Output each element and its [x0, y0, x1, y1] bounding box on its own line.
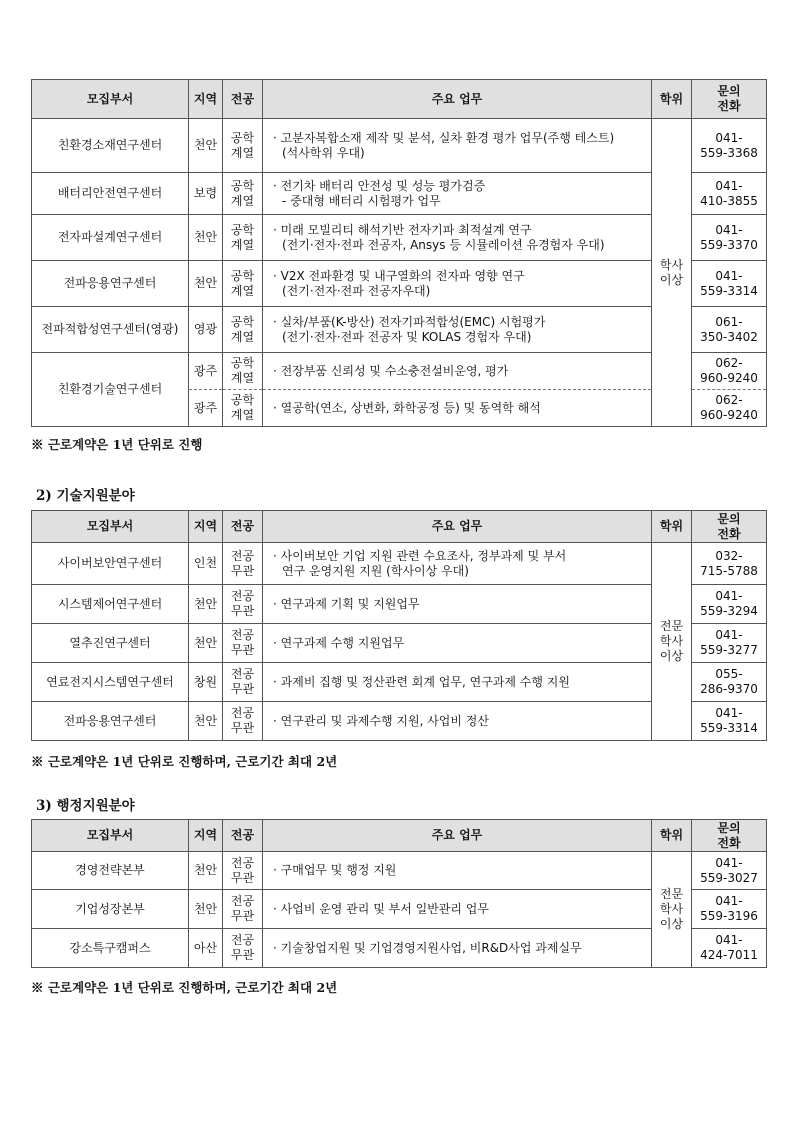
section-title-admin-support: 3) 행정지원분야	[36, 798, 135, 814]
contact-cell: 061- 350-3402	[692, 307, 767, 353]
header-degree: 학위	[652, 820, 692, 852]
header-major: 전공	[223, 511, 263, 543]
contact-cell: 041- 559-3196	[692, 890, 767, 929]
duty-cell: · 연구과제 기획 및 지원업무	[263, 585, 652, 624]
header-duty: 주요 업무	[263, 511, 652, 543]
major-cell: 공학 계열	[223, 307, 263, 353]
duty-cell: · 구매업무 및 행정 지원	[263, 852, 652, 890]
dept-cell: 친환경소재연구센터	[32, 119, 189, 173]
region-cell: 천안	[189, 261, 223, 307]
major-cell: 전공 무관	[223, 624, 263, 663]
header-contact: 문의 전화	[692, 511, 767, 543]
major-cell: 공학 계열	[223, 173, 263, 215]
header-contact: 문의 전화	[692, 820, 767, 852]
dept-cell: 친환경기술연구센터	[32, 353, 189, 427]
major-cell: 공학 계열	[223, 119, 263, 173]
region-cell: 천안	[189, 119, 223, 173]
region-cell: 영광	[189, 307, 223, 353]
dept-cell: 열추진연구센터	[32, 624, 189, 663]
dept-cell: 전자파설계연구센터	[32, 215, 189, 261]
table-row	[32, 543, 767, 585]
dept-cell: 연료전지시스템연구센터	[32, 663, 189, 702]
duty-cell: · 전기차 배터리 안전성 및 성능 평가검증 - 중대형 배터리 시험평가 업무	[263, 173, 652, 215]
duty-cell: · 연구과제 수행 지원업무	[263, 624, 652, 663]
contact-cell: 055- 286-9370	[692, 663, 767, 702]
contact-cell: 041- 559-3314	[692, 702, 767, 741]
contract-note: ※ 근로계약은 1년 단위로 진행	[31, 437, 203, 452]
table-header-row	[32, 80, 767, 119]
contact-cell: 041- 559-3314	[692, 261, 767, 307]
region-cell: 인천	[189, 543, 223, 585]
header-degree: 학위	[652, 80, 692, 119]
major-cell: 공학 계열	[223, 261, 263, 307]
header-dept: 모집부서	[32, 80, 189, 119]
region-cell: 광주	[189, 390, 223, 427]
region-cell: 창원	[189, 663, 223, 702]
duty-cell: · 과제비 집행 및 정산관련 회계 업무, 연구과제 수행 지원	[263, 663, 652, 702]
header-major: 전공	[223, 80, 263, 119]
dept-cell: 전파응용연구센터	[32, 702, 189, 741]
table-header-row	[32, 511, 767, 543]
duty-cell: · 전장부품 신뢰성 및 수소충전설비운영, 평가	[263, 353, 652, 390]
table-row	[32, 852, 767, 890]
region-cell: 아산	[189, 929, 223, 968]
duty-cell: · 기술창업지원 및 기업경영지원사업, 비R&D사업 과제실무	[263, 929, 652, 968]
duty-cell: · 실차/부품(K-방산) 전자기파적합성(EMC) 시험평가 (전기·전자·전파 전공자 및 KOLAS 경험자 우대)	[263, 307, 652, 353]
region-cell: 천안	[189, 624, 223, 663]
contact-cell: 041- 424-7011	[692, 929, 767, 968]
dept-cell: 배터리안전연구센터	[32, 173, 189, 215]
degree-cell: 학사 이상	[652, 119, 692, 427]
region-cell: 광주	[189, 353, 223, 390]
region-cell: 천안	[189, 215, 223, 261]
degree-cell: 전문 학사 이상	[652, 852, 692, 968]
dept-cell: 시스템제어연구센터	[32, 585, 189, 624]
contract-note: ※ 근로계약은 1년 단위로 진행하며, 근로기간 최대 2년	[31, 754, 338, 769]
contact-cell: 041- 559-3027	[692, 852, 767, 890]
contact-cell: 032- 715-5788	[692, 543, 767, 585]
contact-cell: 062- 960-9240	[692, 390, 767, 427]
contact-cell: 041- 559-3368	[692, 119, 767, 173]
dept-cell: 기업성장본부	[32, 890, 189, 929]
header-duty: 주요 업무	[263, 820, 652, 852]
section-title-tech-support: 2) 기술지원분야	[36, 488, 135, 504]
major-cell: 전공 무관	[223, 543, 263, 585]
dept-cell: 전파응용연구센터	[32, 261, 189, 307]
contact-cell: 062- 960-9240	[692, 353, 767, 390]
header-degree: 학위	[652, 511, 692, 543]
header-duty: 주요 업무	[263, 80, 652, 119]
major-cell: 전공 무관	[223, 702, 263, 741]
header-contact: 문의 전화	[692, 80, 767, 119]
dept-cell: 사이버보안연구센터	[32, 543, 189, 585]
contract-note: ※ 근로계약은 1년 단위로 진행하며, 근로기간 최대 2년	[31, 980, 338, 995]
contact-cell: 041- 410-3855	[692, 173, 767, 215]
major-cell: 공학 계열	[223, 353, 263, 390]
duty-cell: · 열공학(연소, 상변화, 화학공정 등) 및 동역학 해석	[263, 390, 652, 427]
degree-cell: 전문 학사 이상	[652, 543, 692, 741]
dept-cell: 전파적합성연구센터(영광)	[32, 307, 189, 353]
region-cell: 천안	[189, 702, 223, 741]
table-row	[32, 119, 767, 173]
table-header-row	[32, 820, 767, 852]
duty-cell: · V2X 전파환경 및 내구열화의 전자파 영향 연구 (전기·전자·전파 전공자우대)	[263, 261, 652, 307]
dept-cell: 경영전략본부	[32, 852, 189, 890]
major-cell: 전공 무관	[223, 929, 263, 968]
region-cell: 천안	[189, 852, 223, 890]
header-region: 지역	[189, 820, 223, 852]
major-cell: 전공 무관	[223, 852, 263, 890]
duty-cell: · 사업비 운영 관리 및 부서 일반관리 업무	[263, 890, 652, 929]
table-engineering	[31, 79, 767, 427]
header-region: 지역	[189, 80, 223, 119]
header-dept: 모집부서	[32, 820, 189, 852]
duty-cell: · 미래 모빌리티 해석기반 전자기파 최적설계 연구 (전기·전자·전파 전공자, Ansys 등 시뮬레이션 유경험자 우대)	[263, 215, 652, 261]
region-cell: 보령	[189, 173, 223, 215]
region-cell: 천안	[189, 585, 223, 624]
duty-cell: · 사이버보안 기업 지원 관련 수요조사, 정부과제 및 부서 연구 운영지원 지원 (학사이상 우대)	[263, 543, 652, 585]
contact-cell: 041- 559-3370	[692, 215, 767, 261]
major-cell: 전공 무관	[223, 585, 263, 624]
duty-cell: · 연구관리 및 과제수행 지원, 사업비 정산	[263, 702, 652, 741]
header-dept: 모집부서	[32, 511, 189, 543]
major-cell: 공학 계열	[223, 390, 263, 427]
table-tech-support	[31, 510, 767, 741]
header-region: 지역	[189, 511, 223, 543]
contact-cell: 041- 559-3294	[692, 585, 767, 624]
header-major: 전공	[223, 820, 263, 852]
major-cell: 전공 무관	[223, 890, 263, 929]
contact-cell: 041- 559-3277	[692, 624, 767, 663]
region-cell: 천안	[189, 890, 223, 929]
major-cell: 전공 무관	[223, 663, 263, 702]
dept-cell: 강소특구캠퍼스	[32, 929, 189, 968]
major-cell: 공학 계열	[223, 215, 263, 261]
duty-cell: · 고분자복합소재 제작 및 분석, 실차 환경 평가 업무(주행 테스트) (석사학위 우대)	[263, 119, 652, 173]
table-admin-support	[31, 819, 767, 968]
